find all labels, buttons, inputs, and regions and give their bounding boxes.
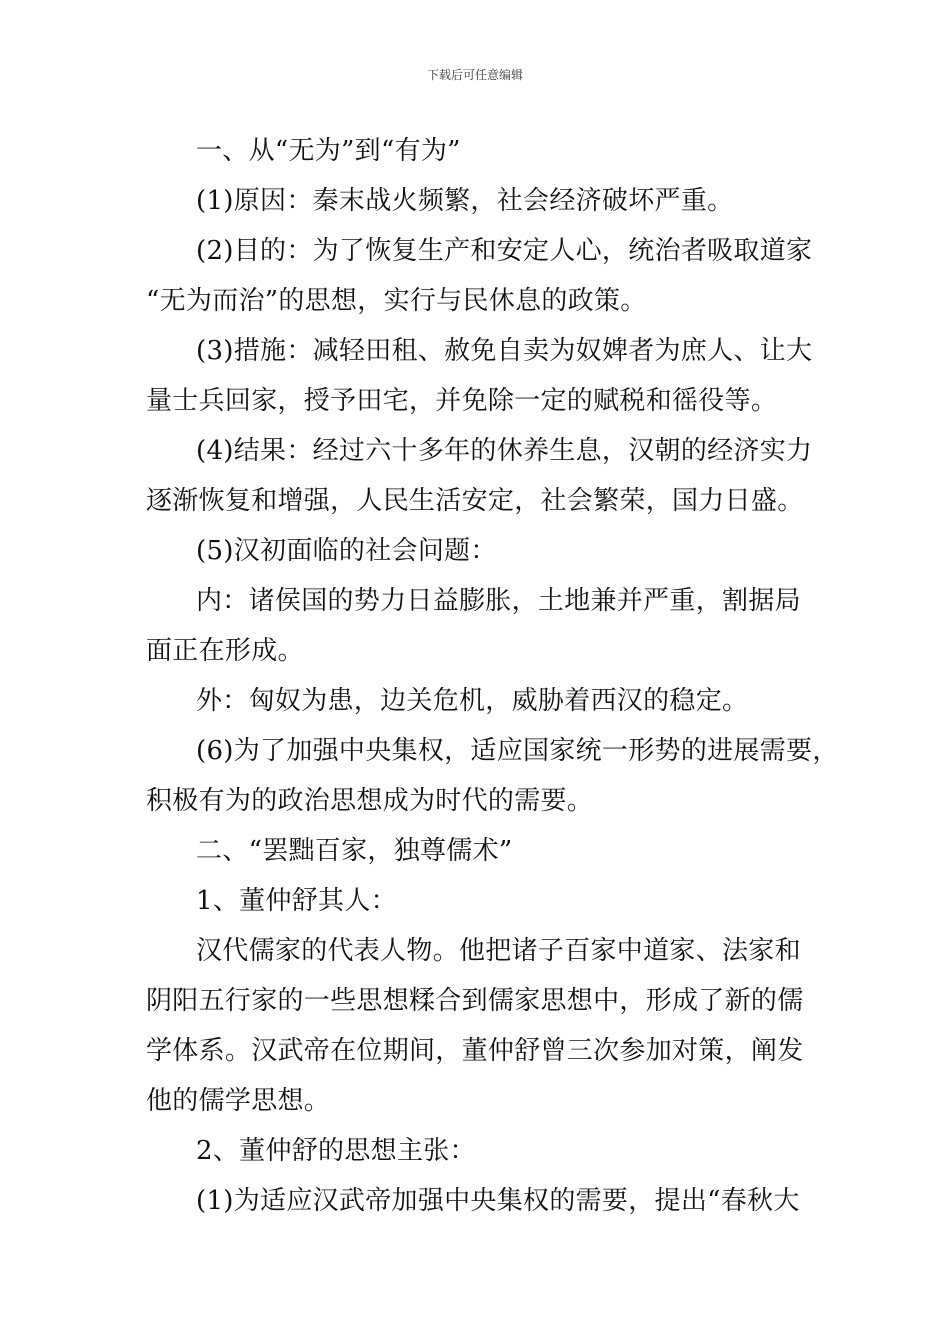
- paragraph-line: 阴阳五行家的一些思想糅合到儒家思想中，形成了新的儒: [146, 986, 804, 1016]
- heading-section-2: 二、“罢黜百家，独尊儒术”: [196, 836, 513, 866]
- paragraph-line: (4)结果：经过六十多年的休养生息，汉朝的经济实力: [196, 436, 813, 466]
- paragraph-line: (2)目的：为了恢复生产和安定人心，统治者吸取道家: [196, 236, 813, 266]
- paragraph-line: 他的儒学思想。: [146, 1086, 331, 1116]
- paragraph-line: 汉代儒家的代表人物。他把诸子百家中道家、法家和: [196, 936, 801, 966]
- subheading: 2、董仲舒的思想主张：: [196, 1136, 476, 1166]
- heading-section-1: 一、从“无为”到“有为”: [196, 136, 461, 166]
- paragraph-line: 面正在形成。: [146, 636, 304, 666]
- paragraph-line: (1)原因：秦末战火频繁，社会经济破坏严重。: [196, 186, 734, 216]
- paragraph-line: 外：匈奴为患，边关危机，威胁着西汉的稳定。: [196, 686, 749, 716]
- paragraph-line: (3)措施：减轻田租、赦免自卖为奴婢者为庶人、让大: [196, 336, 813, 366]
- paragraph-line: “无为而治”的思想，实行与民休息的政策。: [146, 286, 647, 316]
- paragraph-line: 逐渐恢复和增强，人民生活安定，社会繁荣，国力日盛。: [146, 486, 804, 516]
- paragraph-line: 内：诸侯国的势力日益膨胀，土地兼并严重，割据局: [196, 586, 801, 616]
- paragraph-line: (1)为适应汉武帝加强中央集权的需要，提出“春秋大: [196, 1186, 800, 1216]
- paragraph-line: (5)汉初面临的社会问题：: [196, 536, 497, 566]
- subheading: 1、董仲舒其人：: [196, 886, 397, 916]
- paragraph-line: 量士兵回家，授予田宅，并免除一定的赋税和徭役等。: [146, 386, 778, 416]
- page-header: 下载后可任意编辑: [426, 68, 523, 82]
- paragraph-line: 学体系。汉武帝在位期间，董仲舒曾三次参加对策，阐发: [146, 1036, 804, 1066]
- paragraph-line: 积极有为的政治思想成为时代的需要。: [146, 786, 594, 816]
- paragraph-line: (6)为了加强中央集权，适应国家统一形势的进展需要，: [196, 736, 839, 766]
